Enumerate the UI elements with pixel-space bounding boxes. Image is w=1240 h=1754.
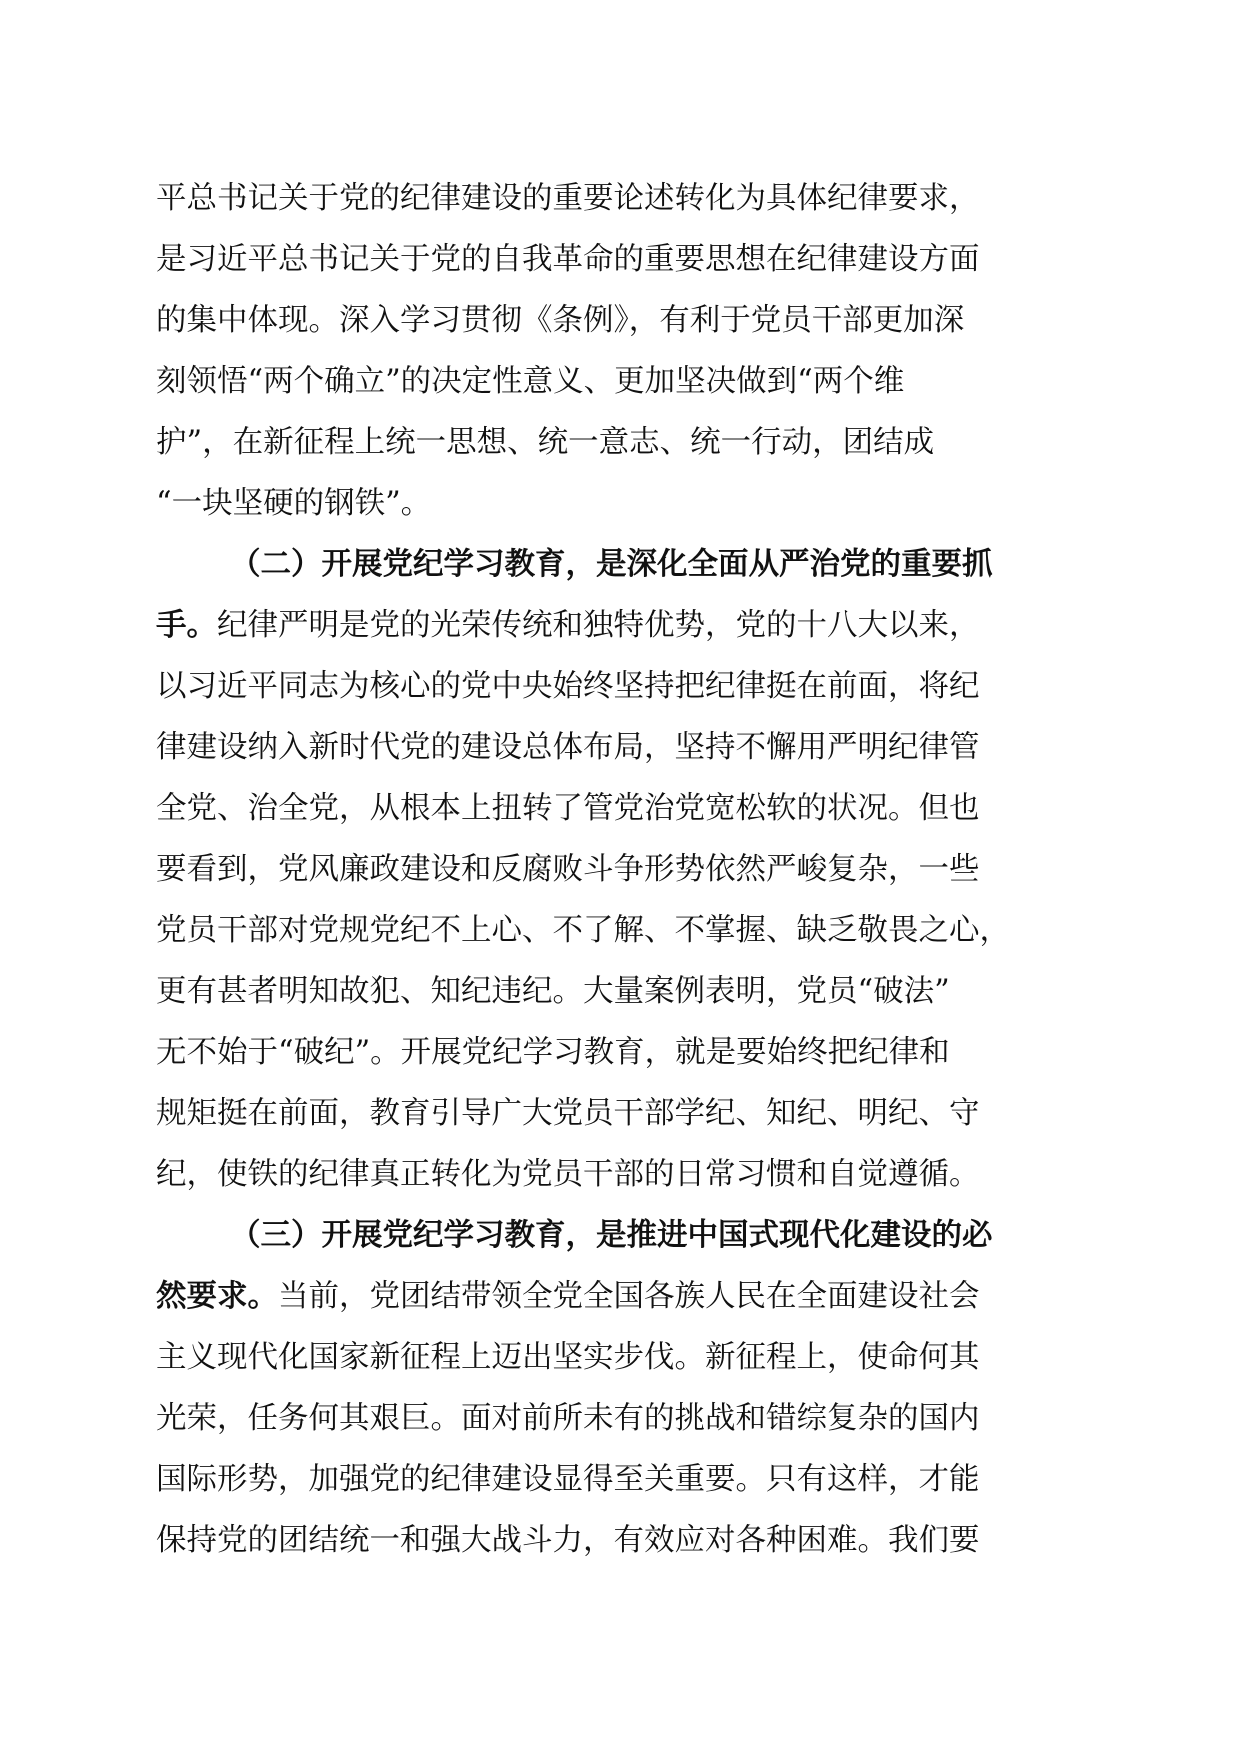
line-text: 主义现代化国家新征程上迈出坚实步伐。新征程上，使命何其 xyxy=(156,1340,980,1375)
line-text: 当前，党团结带领全党全国各族人民在全面建设社会 xyxy=(278,1279,980,1314)
line-text: 无不始于“破纪”。开展党纪学习教育，就是要始终把纪律和 xyxy=(156,1035,950,1070)
text-line xyxy=(156,1327,1100,1388)
bold-heading-text: 手。 xyxy=(156,607,217,643)
text-line xyxy=(156,351,1100,412)
line-text: 光荣，任务何其艰巨。面对前所未有的挑战和错综复杂的国内 xyxy=(156,1401,980,1436)
line-text: 全党、治全党，从根本上扭转了管党治党宽松软的状况。但也 xyxy=(156,791,980,826)
line-text: 以习近平同志为核心的党中央始终坚持把纪律挺在前面，将纪 xyxy=(156,669,980,704)
bold-heading-text: （二）开展党纪学习教育，是深化全面从严治党的重要抓 xyxy=(230,546,993,582)
text-line xyxy=(156,1144,1100,1205)
text-line xyxy=(156,473,1100,534)
text-line xyxy=(156,900,1100,961)
bold-heading-text: （三）开展党纪学习教育，是推进中国式现代化建设的必 xyxy=(230,1217,993,1253)
text-line xyxy=(156,1449,1100,1510)
line-text: 要看到，党风廉政建设和反腐败斗争形势依然严峻复杂，一些 xyxy=(156,852,980,887)
line-text: 是习近平总书记关于党的自我革命的重要思想在纪律建设方面 xyxy=(156,242,980,277)
text-line xyxy=(156,1022,1100,1083)
bold-heading-text: 然要求。 xyxy=(156,1278,278,1314)
line-text: 的集中体现。深入学习贯彻《条例》，有利于党员干部更加深 xyxy=(156,303,965,338)
line-text: 律建设纳入新时代党的建设总体布局，坚持不懈用严明纪律管 xyxy=(156,730,980,765)
text-line xyxy=(156,168,1100,229)
text-line xyxy=(156,1083,1100,1144)
text-line xyxy=(156,1510,1100,1571)
text-line xyxy=(156,961,1100,1022)
line-text: 护”，在新征程上统一思想、统一意志、统一行动，团结成 xyxy=(156,425,935,460)
line-text: 保持党的团结统一和强大战斗力，有效应对各种困难。我们要 xyxy=(156,1523,980,1558)
line-text: 纪，使铁的纪律真正转化为党员干部的日常习惯和自觉遵循。 xyxy=(156,1157,980,1192)
line-text: “一块坚硬的钢铁”。 xyxy=(156,486,432,521)
line-text: 规矩挺在前面，教育引导广大党员干部学纪、知纪、明纪、守 xyxy=(156,1096,980,1131)
text-line xyxy=(156,595,1100,656)
body-text xyxy=(156,168,1100,1571)
text-line xyxy=(156,290,1100,351)
line-text: 更有甚者明知故犯、知纪违纪。大量案例表明，党员“破法” xyxy=(156,974,950,1009)
text-line xyxy=(156,1266,1100,1327)
section-heading-line xyxy=(156,1205,1100,1266)
text-line xyxy=(156,229,1100,290)
text-line xyxy=(156,412,1100,473)
text-line xyxy=(156,839,1100,900)
section-heading-line xyxy=(156,534,1100,595)
line-text: 国际形势，加强党的纪律建设显得至关重要。只有这样，才能 xyxy=(156,1462,980,1497)
text-line xyxy=(156,656,1100,717)
text-line xyxy=(156,778,1100,839)
text-line xyxy=(156,717,1100,778)
line-text: 党员干部对党规党纪不上心、不了解、不掌握、缺乏敬畏之心， xyxy=(156,913,1010,948)
line-text: 平总书记关于党的纪律建设的重要论述转化为具体纪律要求， xyxy=(156,181,980,216)
text-line xyxy=(156,1388,1100,1449)
line-text: 纪律严明是党的光荣传统和独特优势，党的十八大以来， xyxy=(217,608,980,643)
line-text: 刻领悟“两个确立”的决定性意义、更加坚决做到“两个维 xyxy=(156,364,905,399)
